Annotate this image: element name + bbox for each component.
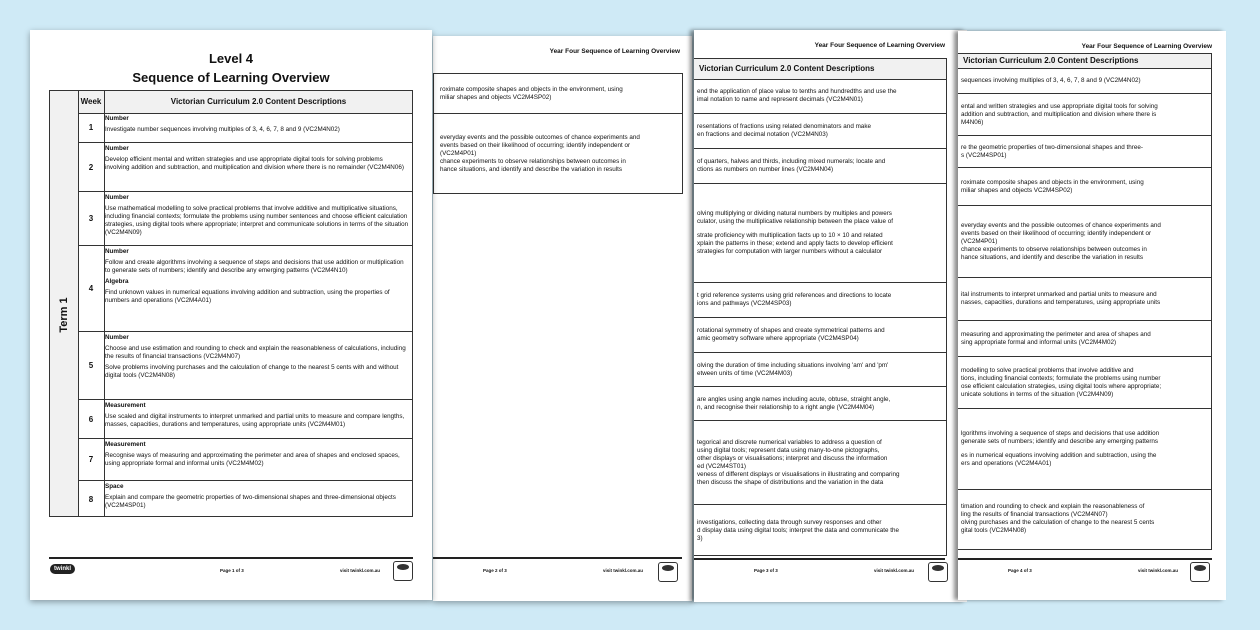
week-number: 4 — [78, 246, 105, 331]
description-line: addition and subtraction, and multiplication and division where there is — [961, 110, 1157, 118]
table-row — [694, 114, 946, 149]
description-line: olving multiplying or dividing natural numbers by multiples and powers — [697, 210, 892, 217]
content-description — [961, 222, 1209, 262]
week-rows — [78, 113, 412, 516]
page-3 — [694, 30, 967, 602]
term-cell — [50, 113, 79, 516]
description-line: chance experiments to observe relationships between outcomes in — [961, 245, 1147, 253]
running-header: Year Four Sequence of Learning Overview — [814, 42, 945, 49]
table-row — [694, 318, 946, 353]
table-row — [958, 357, 1211, 409]
term-header-cell — [50, 91, 79, 113]
description-line: sing appropriate formal and informal units (VC2M4M02) — [961, 338, 1117, 346]
page-number: Page 2 of 3 — [483, 568, 507, 573]
content-description — [961, 103, 1209, 127]
document-title-level: Level 4 — [208, 51, 254, 66]
site-link[interactable]: visit twinkl.com.au — [603, 568, 644, 573]
strand-label: Space — [105, 483, 124, 490]
description-line: timation and rounding to check and explain the reasonableness of — [961, 502, 1145, 510]
description-line: ctions as numbers on number lines (VC2M4N04) — [697, 166, 834, 173]
description-line: hance situations, and identify and describe the variation in results — [440, 166, 623, 173]
content-description — [697, 88, 944, 104]
running-header: Year Four Sequence of Learning Overview — [549, 48, 680, 55]
week-number: 5 — [78, 332, 105, 399]
strand-label: Number — [105, 115, 129, 122]
footer-divider — [958, 558, 1212, 560]
content-description — [697, 158, 944, 174]
table-header: Victorian Curriculum 2.0 Content Descriptions — [958, 54, 1211, 69]
description-line: are angles using angle names including acute, obtuse, straight angle, — [697, 395, 891, 403]
table-row — [958, 94, 1211, 136]
description-line: ers and operations (VC2M4A01) — [961, 460, 1052, 467]
content-description — [440, 86, 680, 102]
table-row — [78, 332, 412, 400]
description-line: es in numerical equations involving addition and subtraction, using the — [961, 452, 1157, 459]
description-line: lgorithms involving a sequence of steps and decisions that use addition — [961, 430, 1160, 437]
badge-icon — [1190, 562, 1210, 582]
site-link[interactable]: visit twinkl.com.au — [340, 568, 381, 573]
week-description — [105, 246, 409, 308]
description-line: s (VC2M4SP01) — [961, 151, 1007, 159]
description-line: rotational symmetry of shapes and create symmetrical patterns and — [697, 327, 885, 334]
table-row — [958, 68, 1211, 94]
description-line: ions and pathways (VC2M4SP03) — [697, 300, 792, 307]
content-description: Explain and compare the geometric properties of two-dimensional shapes and three-dimensional objects (VC2M4SP01) — [105, 494, 396, 509]
badge-icon — [928, 562, 948, 582]
table-row — [78, 192, 412, 246]
description-line: t grid reference systems using grid references and directions to locate — [697, 292, 892, 299]
week-description — [105, 481, 409, 513]
description-line: measuring and approximating the perimeter and area of shapes and — [961, 330, 1151, 338]
description-line: investigations, collecting data through survey responses and other — [697, 518, 882, 526]
description-line: ose efficient calculation strategies, using digital tools where appropriate; — [961, 382, 1162, 390]
description-line: miliar shapes and objects VC2M4SP02) — [961, 186, 1073, 194]
description-line: re the geometric properties of two-dimensional shapes and three- — [961, 143, 1144, 151]
strand-label: Measurement — [105, 402, 146, 409]
table-row — [694, 184, 946, 283]
description-line: tegorical and discrete numerical variables to address a question of — [697, 438, 882, 446]
table-row — [434, 114, 682, 194]
week-number: 2 — [78, 143, 105, 191]
description-line: (VC2M4P01) — [440, 150, 477, 157]
footer-divider — [433, 557, 682, 559]
description-line: imal notation to name and represent decimals (VC2M4N01) — [697, 96, 863, 103]
content-description — [961, 367, 1209, 399]
content-description: Use scaled and digital instruments to interpret unmarked and partial units to measure and compare lengths, masses, capacities, durations and temperatures, using appropriate units (VC2M4M01) — [105, 413, 405, 428]
content-description — [961, 77, 1209, 85]
description-line: amic geometry software where appropriate (VC2M4SP04) — [697, 335, 859, 342]
table-row — [694, 79, 946, 114]
table-row — [694, 505, 946, 556]
description-line: culator, using the multiplicative relationship between the place value of — [697, 218, 894, 225]
description-line: modelling to solve practical problems that involve additive and — [961, 366, 1134, 374]
badge-icon — [658, 562, 678, 582]
description-line: events based on their likelihood of occurring; identify independent or — [440, 142, 631, 149]
description-line: sequences involving multiples of 3, 4, 6, 7, 8 and 9 (VC2M4N02) — [961, 76, 1141, 84]
description-line: xplain the patterns in these; extend and apply facts to develop efficient — [697, 240, 893, 247]
description-line: d display data using digital tools; interpret the data and communicate the — [697, 526, 899, 534]
description-line: end the application of place value to tenths and hundredths and use the — [697, 88, 897, 95]
footer-divider — [49, 557, 413, 559]
content-description — [961, 179, 1209, 195]
content-description: Find unknown values in numerical equations involving addition and subtraction, using the properties of numbers and operations (VC2M4A01) — [105, 289, 390, 304]
running-header: Year Four Sequence of Learning Overview — [1081, 43, 1212, 50]
strand-label: Number — [105, 145, 129, 152]
strand-label: Number — [105, 194, 129, 201]
description-line: everyday events and the possible outcomes of chance experiments and — [440, 134, 640, 141]
content-description — [697, 327, 944, 343]
table-row — [694, 387, 946, 421]
content-description — [961, 144, 1209, 160]
description-line: chance experiments to observe relationships between outcomes in — [440, 158, 626, 165]
content-description: Develop efficient mental and written strategies and use appropriate digital tools for solving problems involving addition and subtraction, and multiplication and division where there is no remainder (VC2M4N06) — [105, 156, 404, 171]
description-line: strate proficiency with multiplication facts up to 10 × 10 and related — [697, 232, 883, 239]
description-line: other displays or visualisations; interpret and discuss the information — [697, 454, 888, 462]
week-description — [105, 332, 409, 383]
descriptions-header: Victorian Curriculum 2.0 Content Descriptions — [170, 97, 347, 106]
content-description — [440, 134, 680, 174]
table-header: Victorian Curriculum 2.0 Content Descriptions — [694, 59, 946, 80]
description-line: strategies for computation with larger numbers without a calculator — [697, 248, 883, 255]
description-line: everyday events and the possible outcomes of chance experiments and — [961, 221, 1161, 229]
curriculum-table — [694, 58, 947, 556]
table-row — [958, 136, 1211, 168]
content-description — [697, 123, 944, 139]
description-line: olving purchases and the calculation of change to the nearest 5 cents — [961, 518, 1155, 526]
week-number: 6 — [78, 400, 105, 438]
content-description — [697, 519, 944, 543]
table-row — [434, 74, 682, 114]
table-row — [78, 143, 412, 192]
document-title: Sequence of Learning Overview — [132, 70, 330, 85]
table-row — [958, 490, 1211, 547]
description-line: miliar shapes and objects VC2M4SP02) — [440, 93, 552, 101]
week-header: Week — [78, 91, 105, 113]
content-description: Follow and create algorithms involving a sequence of steps and decisions that use addition or multiplication to generate sets of numbers; identify and describe any emerging patterns (VC2M4N10) — [105, 259, 404, 274]
table-row — [694, 283, 946, 318]
page-number: Page 1 of 3 — [220, 568, 244, 573]
table-row — [78, 113, 412, 143]
description-line: of quarters, halves and thirds, including mixed numerals; locate and — [697, 158, 886, 165]
content-description — [697, 292, 944, 308]
description-line: using digital tools; represent data using many-to-one pictographs, — [697, 446, 880, 454]
table-row — [78, 246, 412, 332]
content-description — [697, 362, 944, 378]
week-number: 1 — [78, 113, 105, 142]
table-row — [694, 421, 946, 505]
description-line: n, and recognise their relationship to a right angle (VC2M4M04) — [697, 403, 875, 411]
description-line: (VC2M4P01) — [961, 237, 998, 245]
description-line: 3) — [697, 534, 703, 542]
content-description — [961, 291, 1209, 307]
description-line: ed (VC2M4ST01) — [697, 462, 746, 470]
description-line: M4N06) — [961, 118, 984, 126]
strand-label: Algebra — [105, 278, 129, 285]
content-description: Solve problems involving purchases and the calculation of change to the nearest 5 cents with and without digital tools (VC2M4N08) — [105, 364, 399, 379]
curriculum-table — [49, 90, 413, 517]
description-line: en fractions and decimal notation (VC2M4N03) — [697, 131, 828, 138]
description-line: then discuss the shape of distributions and the variation in the data — [697, 478, 884, 486]
description-line: olving the duration of time including situations involving 'am' and 'pm' — [697, 361, 889, 369]
content-description: Recognise ways of measuring and approximating the perimeter and area of shapes and enclosed spaces, using appropriate formal and informal units (VC2M4M02) — [105, 452, 400, 467]
week-number: 7 — [78, 439, 105, 480]
week-description — [105, 439, 409, 471]
description-line: ling the results of financial transactions (VC2M4N07) — [961, 510, 1108, 518]
strand-label: Number — [105, 248, 129, 255]
description-line: resentations of fractions using related denominators and make — [697, 123, 871, 130]
content-description — [961, 331, 1209, 347]
week-number: 8 — [78, 481, 105, 517]
description-line: roximate composite shapes and objects in the environment, using — [440, 85, 623, 93]
page-1 — [30, 30, 432, 600]
table-row — [958, 168, 1211, 206]
content-description — [697, 210, 944, 256]
page-number: Page 3 of 3 — [754, 568, 778, 573]
description-line: hance situations, and identify and describe the variation in results — [961, 253, 1144, 261]
content-description: Use mathematical modelling to solve practical problems that involve additive and multiplicative situations, including financial contexts; formulate the problems using number sentences and choose efficient calculation strategies, using digital tools where appropriate; interpret and communicate solutions in terms of the situation (VC2M4N09) — [105, 205, 409, 236]
description-line: nasses, capacities, durations and temperatures, using appropriate units — [961, 299, 1161, 306]
table-row — [958, 278, 1211, 321]
curriculum-table — [958, 53, 1212, 550]
description-line: etween units of time (VC2M4M03) — [697, 369, 793, 377]
description-line: tions, including financial contexts; formulate the problems using number — [961, 374, 1161, 382]
week-description — [105, 400, 409, 432]
content-description — [697, 439, 944, 487]
table-row — [958, 206, 1211, 278]
content-description: Investigate number sequences involving multiples of 3, 4, 6, 7, 8 and 9 (VC2M4N02) — [105, 126, 340, 133]
week-description — [105, 143, 409, 175]
table-row — [694, 149, 946, 184]
site-link[interactable]: visit twinkl.com.au — [874, 568, 915, 573]
description-line: ital instruments to interpret unmarked and partial units to measure and — [961, 291, 1157, 298]
week-description — [105, 192, 409, 240]
description-line: events based on their likelihood of occurring; identify independent or — [961, 229, 1152, 237]
twinkl-logo: twinkl — [50, 564, 75, 574]
description-line: gital tools (VC2M4N08) — [961, 526, 1027, 534]
description-line: ental and written strategies and use appropriate digital tools for solving — [961, 102, 1158, 110]
content-description — [961, 503, 1209, 535]
strand-label: Number — [105, 334, 129, 341]
description-line: unicate solutions in terms of the situation (VC2M4N09) — [961, 390, 1114, 398]
table-row — [958, 409, 1211, 490]
content-description: Choose and use estimation and rounding to check and explain the reasonableness of calculations, including the results of financial transactions (VC2M4N07) — [105, 345, 406, 360]
table-header — [50, 91, 412, 114]
strand-label: Measurement — [105, 441, 146, 448]
table-row — [958, 321, 1211, 357]
week-number: 3 — [78, 192, 105, 245]
table-row — [78, 439, 412, 481]
content-description — [697, 396, 944, 412]
badge-icon — [393, 561, 413, 581]
footer-divider — [694, 558, 945, 560]
table-row — [694, 353, 946, 387]
content-description — [961, 430, 1209, 468]
site-link[interactable]: visit twinkl.com.au — [1138, 568, 1179, 573]
description-line: generate sets of numbers; identify and describe any emerging patterns — [961, 438, 1159, 445]
page-4 — [958, 31, 1226, 600]
curriculum-table — [433, 73, 683, 194]
table-row — [78, 481, 412, 517]
page-2 — [433, 36, 692, 601]
week-description — [105, 113, 409, 137]
term-label: Term 1 — [58, 296, 70, 333]
page-number: Page 4 of 3 — [1008, 568, 1032, 573]
table-row — [78, 400, 412, 439]
description-line: veness of different displays or visualisations in illustrating and comparing — [697, 470, 900, 478]
description-line: roximate composite shapes and objects in the environment, using — [961, 178, 1144, 186]
